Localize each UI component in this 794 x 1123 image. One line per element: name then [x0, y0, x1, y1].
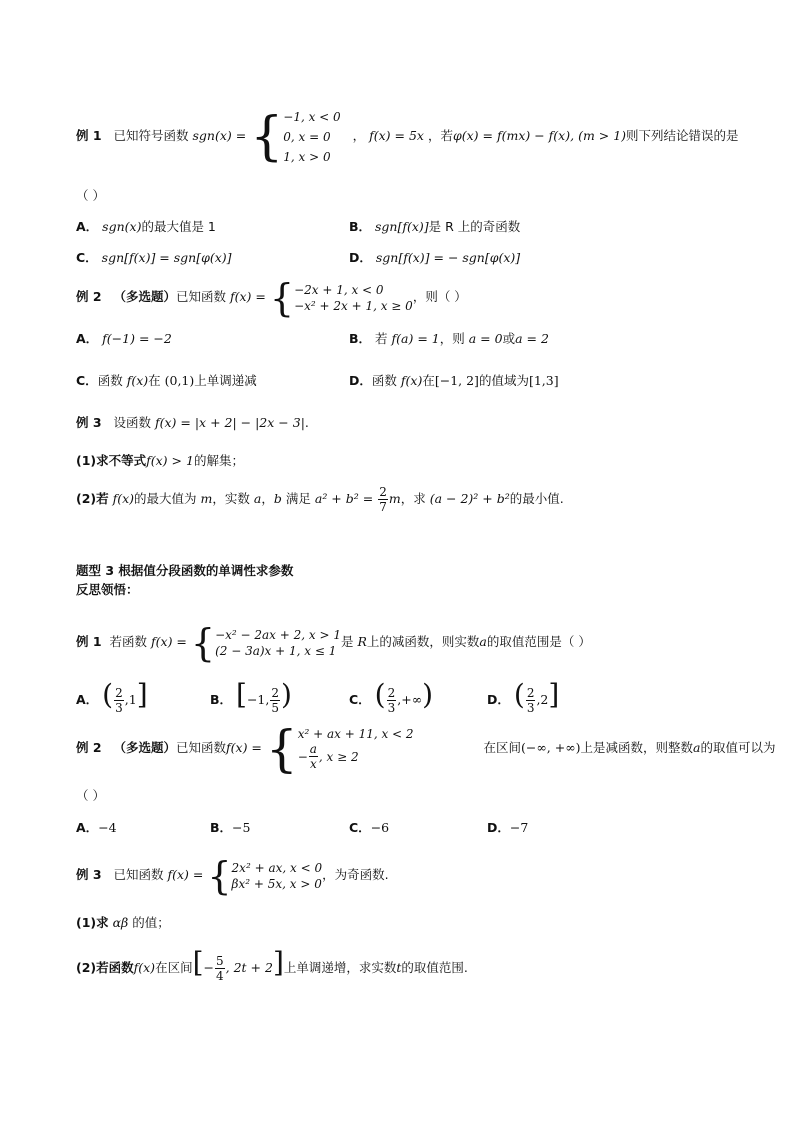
text: 已知函数	[176, 289, 227, 304]
question-number: (1)求不等式	[76, 453, 147, 468]
math: f(x) = 5x	[369, 128, 424, 143]
option-c	[349, 676, 433, 714]
option-label: A．	[76, 331, 99, 346]
minus-sign: −	[203, 960, 214, 975]
math: −1,	[246, 692, 270, 707]
case-row: (2 − 3a)x + 1, x ≤ 1	[215, 643, 337, 658]
option-a	[76, 819, 117, 837]
multi-select-tag: （多选题）	[113, 289, 176, 304]
fraction	[387, 686, 397, 715]
math: f(x) =	[226, 740, 262, 755]
s2-ex2-line	[76, 275, 467, 320]
math: φ(x) = f(mx) − f(x),	[452, 128, 575, 143]
math: αβ	[112, 915, 129, 930]
math: (0,1)	[164, 373, 195, 388]
piecewise	[269, 275, 413, 320]
option-label: D．	[349, 250, 372, 265]
option-a	[76, 218, 216, 236]
text: 的值；	[132, 915, 170, 930]
fraction	[114, 686, 124, 715]
option-b	[349, 218, 520, 236]
option-d	[349, 249, 520, 267]
case-row: βx² + 5x, x > 0	[231, 876, 322, 891]
math: f(x) =	[230, 289, 266, 304]
option-label: D．	[349, 373, 372, 388]
question-number: (2)若	[76, 491, 109, 506]
option-label: D．	[487, 692, 510, 707]
math: f(a) = 1	[391, 331, 440, 346]
math: f(x)	[126, 373, 149, 388]
bracket-right: ]	[272, 946, 284, 979]
cases	[298, 726, 414, 771]
case-row: 0, x = 0	[283, 129, 331, 144]
denominator: 3	[115, 701, 123, 715]
numerator: 2	[271, 686, 279, 700]
text: 的取值范围.	[401, 960, 468, 975]
option-b	[349, 330, 549, 348]
math: ,+∞	[397, 692, 423, 707]
text: 则下列结论错误的是	[626, 128, 739, 143]
math: a = 2	[515, 331, 549, 346]
math: −7	[509, 820, 529, 835]
option-label: B．	[210, 692, 233, 707]
question-number: (1)求	[76, 915, 109, 930]
text: 已知函数	[113, 867, 164, 882]
numerator: 2	[387, 686, 396, 700]
case-row: x² + ax + 11, x < 2	[297, 727, 414, 741]
text: 上单调递减	[194, 373, 257, 388]
numerator: 5	[216, 954, 224, 968]
left-brace: {	[250, 106, 284, 167]
option-label: C．	[76, 250, 98, 265]
option-label: C．	[76, 373, 98, 388]
case-row: −2x + 1, x < 0	[294, 282, 384, 297]
numerator: 2	[526, 686, 535, 700]
cases	[232, 860, 323, 892]
example-label: 例 2	[76, 289, 102, 304]
option-c	[76, 249, 232, 267]
example-label: 例 3	[76, 415, 102, 430]
option-label: A．	[76, 820, 99, 835]
math: −6	[370, 820, 390, 835]
fraction	[270, 686, 280, 715]
math: f(x) =	[151, 634, 187, 649]
denominator: 3	[387, 701, 396, 715]
math: sgn(x) =	[192, 128, 247, 143]
math: a	[479, 634, 487, 649]
case-row: 1, x > 0	[283, 149, 331, 164]
cases	[215, 627, 341, 659]
bracket-left: [	[236, 678, 247, 711]
example-label: 例 1	[76, 634, 102, 649]
left-brace: {	[207, 853, 232, 898]
option-b	[210, 676, 292, 714]
math: R	[357, 634, 367, 649]
text: 若	[375, 331, 388, 346]
left-brace: {	[265, 719, 298, 778]
numerator: 2	[115, 686, 123, 700]
math: f(x) > 1	[146, 453, 194, 468]
s3-ex2-line	[76, 720, 776, 776]
text: 上是减函数，则整数	[580, 740, 694, 755]
denominator: 7	[379, 500, 387, 514]
text: 的最大值是 1	[141, 219, 216, 234]
math: (m > 1)	[578, 128, 627, 143]
math: (a − 2)² + b²	[429, 491, 510, 506]
math: , 2t + 2	[225, 960, 273, 975]
paren-left: (	[374, 678, 386, 711]
piecewise	[250, 107, 341, 167]
cases	[283, 107, 340, 167]
option-d	[487, 819, 528, 837]
left-brace: {	[190, 620, 216, 665]
text: 已知函数	[176, 740, 227, 755]
denominator: 5	[271, 701, 279, 715]
math: t	[396, 960, 402, 975]
example-label: 例 2	[76, 740, 102, 755]
option-c	[76, 372, 257, 390]
text: 的值域为	[478, 373, 529, 388]
math: a	[693, 740, 701, 755]
text: ，则	[439, 331, 465, 346]
text: 在区间	[155, 960, 193, 975]
s2-ex3-q2	[76, 482, 564, 516]
paren-right: )	[422, 678, 434, 711]
cases	[294, 282, 413, 314]
math: m	[200, 491, 213, 506]
math: f(x)	[400, 373, 423, 388]
left-brace: {	[269, 275, 295, 320]
text: 的取值可以为	[700, 740, 776, 755]
s3-ex1-line	[76, 620, 591, 665]
math: a	[253, 491, 262, 506]
math: [−1, 2]	[434, 373, 479, 388]
math: m	[388, 491, 401, 506]
math: ,1	[124, 692, 137, 707]
s2-ex3-line	[76, 414, 309, 432]
paren-blank: （ ）	[76, 188, 105, 203]
example-label: 例 3	[76, 867, 102, 882]
math: f(−1) = −2	[102, 331, 172, 346]
text: 是 R 上的奇函数	[428, 219, 521, 234]
math: a² + b² =	[314, 491, 374, 506]
punct: ，	[352, 128, 366, 143]
math: f(x)	[112, 491, 135, 506]
math: b	[273, 491, 282, 506]
option-a	[76, 676, 148, 714]
text: 在	[148, 373, 161, 388]
option-label: C．	[349, 820, 371, 835]
text: 的取值范围是（ ）	[486, 634, 591, 649]
math: f(x) = |x + 2| − |2x − 3|	[154, 415, 305, 430]
math: (−∞, +∞)	[521, 740, 581, 755]
option-b	[210, 819, 250, 837]
example-label: 例 1	[76, 128, 102, 143]
piecewise	[265, 719, 414, 778]
case-row: −x² − 2ax + 2, x > 1	[215, 627, 341, 642]
case-row: −1, x < 0	[283, 109, 341, 124]
option-label: A．	[76, 692, 99, 707]
s3-ex3-q2	[76, 944, 468, 982]
bracket-right: ]	[548, 678, 560, 711]
math: a = 0	[468, 331, 503, 346]
text: 上单调递增，求实数	[283, 960, 397, 975]
case-row: −x² + 2x + 1, x ≥ 0	[294, 298, 413, 313]
math: sgn[f(x)] = sgn[φ(x)]	[101, 250, 232, 265]
s3-ex3-q1	[76, 914, 170, 932]
math: sgn[f(x)]	[375, 219, 429, 234]
text: 满足	[285, 491, 311, 506]
text: 的最小值.	[509, 491, 564, 506]
fraction	[309, 742, 318, 771]
option-a	[76, 330, 172, 348]
text: ，	[261, 491, 274, 506]
option-d	[349, 372, 559, 390]
numerator: a	[309, 742, 317, 756]
math: sgn(x)	[102, 219, 142, 234]
text: ，实数	[212, 491, 250, 506]
text: 的最大值为	[134, 491, 197, 506]
option-d	[487, 676, 559, 714]
bracket-left: [	[192, 946, 204, 979]
multi-select-tag: （多选题）	[113, 740, 176, 755]
text: 已知符号函数	[113, 128, 189, 143]
minus-sign: −	[297, 749, 308, 764]
fraction	[526, 686, 536, 715]
punct: ，	[427, 128, 441, 143]
text: 函数	[97, 373, 123, 388]
math: −4	[98, 820, 117, 835]
paren-blank: （ ）	[76, 788, 105, 803]
text: ，则（ ）	[412, 289, 467, 304]
option-label: B．	[349, 219, 372, 234]
option-label: C．	[349, 692, 371, 707]
text: 函数	[371, 373, 397, 388]
option-label: D．	[487, 820, 510, 835]
math: f(x) =	[167, 867, 204, 882]
math: [1,3]	[528, 373, 559, 388]
option-c	[349, 819, 389, 837]
s3-ex3-line	[76, 853, 389, 898]
s2-ex1-line	[76, 106, 739, 166]
text: 在区间	[483, 740, 522, 755]
denominator: 4	[216, 969, 224, 983]
case-row	[298, 742, 414, 771]
text: ，为奇函数.	[322, 867, 389, 882]
text: 上的减函数，则实数	[366, 634, 480, 649]
text: 或	[502, 331, 516, 346]
text: 设函数	[113, 415, 151, 430]
section-title: 题型 3 根据值分段函数的单调性求参数	[76, 563, 294, 578]
fraction	[378, 485, 388, 514]
option-label: B．	[210, 820, 233, 835]
text: ，求	[400, 491, 426, 506]
paren-left: (	[513, 678, 525, 711]
reflection-label: 反思领悟：	[76, 582, 139, 597]
text: 是	[340, 634, 354, 649]
denominator: x	[309, 757, 317, 771]
numerator: 2	[379, 485, 387, 499]
option-label: B．	[349, 331, 372, 346]
math: f(x)	[133, 960, 156, 975]
s2-ex3-q1	[76, 452, 244, 470]
math: ,2	[536, 692, 549, 707]
bracket-right: ]	[136, 678, 148, 711]
denominator: 3	[526, 701, 535, 715]
case-row: 2x² + ax, x < 0	[231, 860, 323, 875]
fraction	[215, 954, 225, 983]
text: 的解集；	[193, 453, 244, 468]
piecewise	[190, 620, 341, 665]
math: sgn[f(x)] = − sgn[φ(x)]	[375, 250, 521, 265]
text: 在	[422, 373, 435, 388]
paren-right: )	[281, 678, 292, 711]
option-label: A．	[76, 219, 99, 234]
text: 若函数	[109, 634, 148, 649]
question-number: (2)若函数	[76, 960, 134, 975]
case-condition: , x ≥ 2	[318, 749, 359, 764]
math: −5	[232, 820, 251, 835]
text: 若	[440, 128, 453, 143]
piecewise	[207, 853, 323, 898]
paren-left: (	[102, 678, 114, 711]
punct: .	[304, 415, 309, 430]
